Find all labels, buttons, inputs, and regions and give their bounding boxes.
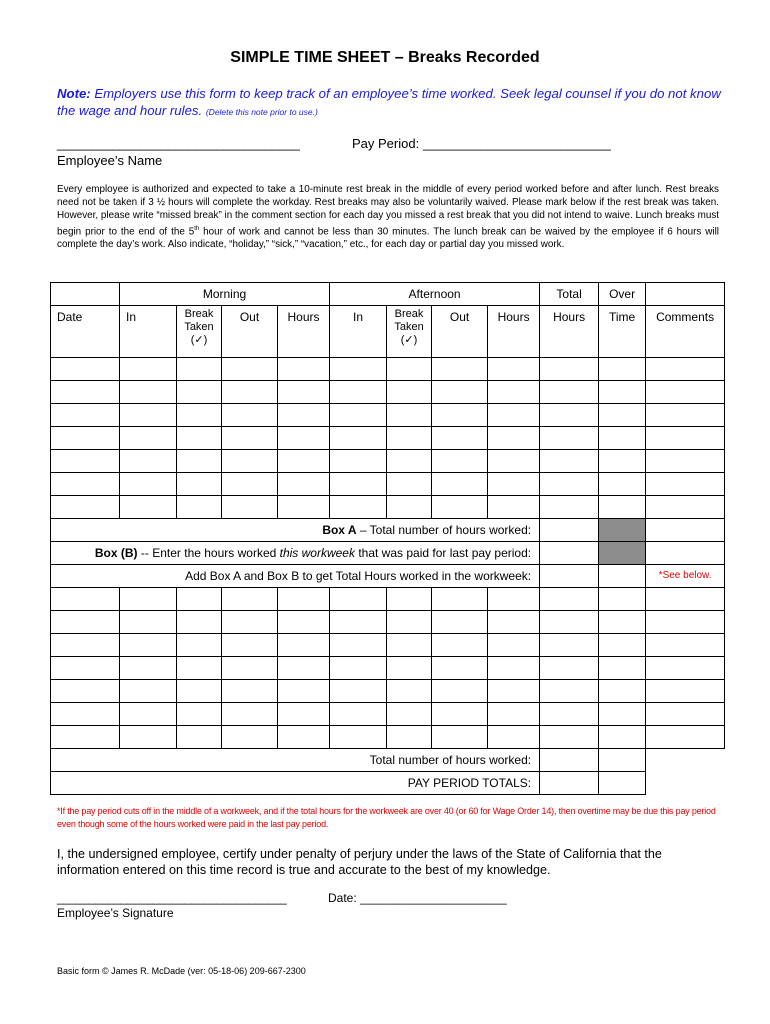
table-row bbox=[51, 496, 725, 519]
entry-cell[interactable] bbox=[330, 496, 387, 519]
entry-cell[interactable] bbox=[387, 473, 432, 496]
entry-cell[interactable] bbox=[540, 726, 599, 749]
entry-cell[interactable] bbox=[51, 680, 120, 703]
entry-cell[interactable] bbox=[278, 473, 330, 496]
entry-cell[interactable] bbox=[222, 381, 278, 404]
entry-cell[interactable] bbox=[599, 611, 646, 634]
entry-cell[interactable] bbox=[177, 611, 222, 634]
overtime-footnote: *If the pay period cuts off in the middle of a workweek, and if the total hours for the workweek are over 40 (or 60 for Wage Order 14), then overtime may be due this pay period even though some of the hours worked were paid in the last pay period. bbox=[57, 806, 716, 829]
entry-cell[interactable] bbox=[278, 588, 330, 611]
box-b-total-cell[interactable] bbox=[540, 542, 599, 565]
entry-cell[interactable] bbox=[488, 726, 540, 749]
entry-cell[interactable] bbox=[278, 680, 330, 703]
entry-cell[interactable] bbox=[330, 703, 387, 726]
week-2-rows bbox=[51, 588, 725, 749]
page-title: SIMPLE TIME SHEET – Breaks Recorded bbox=[230, 49, 540, 66]
entry-cell[interactable] bbox=[330, 588, 387, 611]
entry-cell[interactable] bbox=[222, 703, 278, 726]
entry-cell[interactable] bbox=[120, 381, 177, 404]
over-group-header: Over bbox=[599, 283, 646, 306]
certification-statement: I, the undersigned employee, certify under penalty of perjury under the laws of the State of California that the information entered on this time record is true and accurate to the best of my knowledge. bbox=[57, 847, 662, 877]
entry-cell[interactable] bbox=[432, 726, 488, 749]
entry-cell[interactable] bbox=[646, 496, 725, 519]
entry-cell[interactable] bbox=[540, 588, 599, 611]
instructions-sup: th bbox=[194, 225, 200, 232]
table-row bbox=[51, 427, 725, 450]
entry-cell[interactable] bbox=[120, 726, 177, 749]
total-group-header: Total bbox=[540, 283, 599, 306]
entry-cell[interactable] bbox=[330, 726, 387, 749]
entry-cell[interactable] bbox=[540, 496, 599, 519]
table-row bbox=[51, 634, 725, 657]
entry-cell[interactable] bbox=[540, 680, 599, 703]
entry-cell[interactable] bbox=[488, 427, 540, 450]
entry-cell[interactable] bbox=[222, 588, 278, 611]
col-morning-out: Out bbox=[222, 306, 278, 358]
entry-cell[interactable] bbox=[540, 450, 599, 473]
entry-cell[interactable] bbox=[387, 588, 432, 611]
entry-cell[interactable] bbox=[387, 611, 432, 634]
entry-cell[interactable] bbox=[599, 381, 646, 404]
total-hours-cell[interactable] bbox=[540, 749, 599, 772]
entry-cell[interactable] bbox=[330, 611, 387, 634]
entry-cell[interactable] bbox=[222, 450, 278, 473]
entry-cell[interactable] bbox=[488, 473, 540, 496]
note-label: Note: bbox=[57, 86, 91, 101]
col-afternoon-in: In bbox=[330, 306, 387, 358]
entry-cell[interactable] bbox=[51, 611, 120, 634]
morning-group-header: Morning bbox=[120, 283, 330, 306]
entry-cell[interactable] bbox=[387, 634, 432, 657]
entry-cell[interactable] bbox=[51, 588, 120, 611]
entry-cell[interactable] bbox=[278, 703, 330, 726]
entry-cell[interactable] bbox=[540, 657, 599, 680]
entry-cell[interactable] bbox=[330, 358, 387, 381]
entry-cell[interactable] bbox=[387, 657, 432, 680]
entry-cell[interactable] bbox=[646, 703, 725, 726]
entry-cell[interactable] bbox=[51, 703, 120, 726]
box-b-label: Box (B) -- Enter the hours worked this workweek that was paid for last pay period: bbox=[51, 542, 540, 565]
entry-cell[interactable] bbox=[278, 450, 330, 473]
table-row bbox=[51, 404, 725, 427]
entry-cell[interactable] bbox=[278, 358, 330, 381]
entry-cell[interactable] bbox=[222, 404, 278, 427]
entry-cell[interactable] bbox=[51, 657, 120, 680]
entry-cell[interactable] bbox=[387, 358, 432, 381]
entry-cell[interactable] bbox=[646, 634, 725, 657]
table-row bbox=[51, 358, 725, 381]
break-instructions bbox=[57, 183, 719, 251]
entry-cell[interactable] bbox=[222, 427, 278, 450]
entry-cell[interactable] bbox=[599, 358, 646, 381]
entry-cell[interactable] bbox=[387, 496, 432, 519]
entry-cell[interactable] bbox=[488, 703, 540, 726]
pay-period-total-cell[interactable] bbox=[540, 772, 599, 795]
entry-cell[interactable] bbox=[177, 358, 222, 381]
entry-cell[interactable] bbox=[222, 496, 278, 519]
entry-cell[interactable] bbox=[540, 404, 599, 427]
entry-cell[interactable] bbox=[488, 680, 540, 703]
pay-period-over-cell[interactable] bbox=[599, 772, 646, 795]
entry-cell[interactable] bbox=[120, 634, 177, 657]
entry-cell[interactable] bbox=[488, 588, 540, 611]
entry-cell[interactable] bbox=[646, 726, 725, 749]
entry-cell[interactable] bbox=[387, 381, 432, 404]
entry-cell[interactable] bbox=[599, 473, 646, 496]
entry-cell[interactable] bbox=[432, 680, 488, 703]
entry-cell[interactable] bbox=[278, 496, 330, 519]
entry-cell[interactable] bbox=[120, 450, 177, 473]
entry-cell[interactable] bbox=[432, 404, 488, 427]
box-a-shaded-cell bbox=[599, 519, 646, 542]
entry-cell[interactable] bbox=[51, 358, 120, 381]
entry-cell[interactable] bbox=[330, 450, 387, 473]
table-row bbox=[51, 657, 725, 680]
entry-cell[interactable] bbox=[488, 404, 540, 427]
table-row bbox=[51, 611, 725, 634]
entry-cell[interactable] bbox=[432, 496, 488, 519]
entry-cell[interactable] bbox=[177, 381, 222, 404]
entry-cell[interactable] bbox=[278, 427, 330, 450]
entry-cell[interactable] bbox=[488, 358, 540, 381]
afternoon-group-header: Afternoon bbox=[330, 283, 540, 306]
entry-cell[interactable] bbox=[330, 634, 387, 657]
header-row-groups bbox=[51, 283, 725, 306]
employee-name-field[interactable]: ___________________________________ bbox=[57, 136, 300, 151]
date-field[interactable]: Date: ______________________ bbox=[328, 891, 507, 905]
entry-cell[interactable] bbox=[120, 657, 177, 680]
entry-cell[interactable] bbox=[599, 404, 646, 427]
entry-cell[interactable] bbox=[51, 634, 120, 657]
entry-cell[interactable] bbox=[599, 588, 646, 611]
pay-period-field[interactable]: Pay Period: __________________________ bbox=[352, 136, 611, 151]
col-over-time: Time bbox=[599, 306, 646, 358]
entry-cell[interactable] bbox=[599, 634, 646, 657]
entry-cell[interactable] bbox=[387, 680, 432, 703]
entry-cell[interactable] bbox=[222, 726, 278, 749]
header-row-columns bbox=[51, 306, 725, 358]
entry-cell[interactable] bbox=[177, 450, 222, 473]
box-a-total-cell[interactable] bbox=[540, 519, 599, 542]
entry-cell[interactable] bbox=[646, 611, 725, 634]
entry-cell[interactable] bbox=[177, 703, 222, 726]
col-afternoon-break: Break Taken (✓) bbox=[387, 306, 432, 358]
signature-field[interactable]: ____________________________________ bbox=[57, 891, 287, 905]
entry-cell[interactable] bbox=[540, 427, 599, 450]
entry-cell[interactable] bbox=[51, 450, 120, 473]
entry-cell[interactable] bbox=[51, 427, 120, 450]
entry-cell[interactable] bbox=[120, 680, 177, 703]
entry-cell[interactable] bbox=[278, 404, 330, 427]
entry-cell[interactable] bbox=[120, 358, 177, 381]
usage-note bbox=[57, 85, 737, 121]
entry-cell[interactable] bbox=[177, 726, 222, 749]
entry-cell[interactable] bbox=[222, 680, 278, 703]
entry-cell[interactable] bbox=[646, 427, 725, 450]
entry-cell[interactable] bbox=[330, 427, 387, 450]
entry-cell[interactable] bbox=[222, 611, 278, 634]
week-1-rows bbox=[51, 358, 725, 519]
entry-cell[interactable] bbox=[646, 381, 725, 404]
entry-cell[interactable] bbox=[51, 726, 120, 749]
entry-cell[interactable] bbox=[432, 634, 488, 657]
add-boxes-over-cell[interactable] bbox=[599, 565, 646, 588]
entry-cell[interactable] bbox=[222, 657, 278, 680]
entry-cell[interactable] bbox=[177, 634, 222, 657]
entry-cell[interactable] bbox=[120, 703, 177, 726]
col-date: Date bbox=[51, 306, 120, 358]
entry-cell[interactable] bbox=[488, 657, 540, 680]
entry-cell[interactable] bbox=[387, 450, 432, 473]
entry-cell[interactable] bbox=[599, 450, 646, 473]
table-row bbox=[51, 703, 725, 726]
entry-cell[interactable] bbox=[646, 404, 725, 427]
entry-cell[interactable] bbox=[540, 358, 599, 381]
entry-cell[interactable] bbox=[330, 680, 387, 703]
entry-cell[interactable] bbox=[177, 427, 222, 450]
table-row bbox=[51, 473, 725, 496]
note-delete-hint: (Delete this note prior to use.) bbox=[205, 107, 318, 117]
entry-cell[interactable] bbox=[540, 473, 599, 496]
see-below-note: *See below. bbox=[646, 565, 725, 588]
table-row bbox=[51, 381, 725, 404]
entry-cell[interactable] bbox=[120, 427, 177, 450]
entry-cell[interactable] bbox=[177, 473, 222, 496]
entry-cell[interactable] bbox=[387, 726, 432, 749]
entry-cell[interactable] bbox=[432, 611, 488, 634]
table-row bbox=[51, 588, 725, 611]
add-boxes-total-cell[interactable] bbox=[540, 565, 599, 588]
col-total-hours: Hours bbox=[540, 306, 599, 358]
col-morning-in: In bbox=[120, 306, 177, 358]
entry-cell[interactable] bbox=[432, 588, 488, 611]
entry-cell[interactable] bbox=[51, 496, 120, 519]
entry-cell[interactable] bbox=[432, 381, 488, 404]
table-row bbox=[51, 680, 725, 703]
entry-cell[interactable] bbox=[646, 358, 725, 381]
entry-cell[interactable] bbox=[540, 703, 599, 726]
entry-cell[interactable] bbox=[646, 680, 725, 703]
entry-cell[interactable] bbox=[330, 473, 387, 496]
entry-cell[interactable] bbox=[330, 404, 387, 427]
entry-cell[interactable] bbox=[599, 496, 646, 519]
entry-cell[interactable] bbox=[599, 657, 646, 680]
entry-cell[interactable] bbox=[646, 473, 725, 496]
entry-cell[interactable] bbox=[540, 611, 599, 634]
add-boxes-row bbox=[51, 565, 725, 588]
entry-cell[interactable] bbox=[177, 657, 222, 680]
entry-cell[interactable] bbox=[120, 404, 177, 427]
entry-cell[interactable] bbox=[646, 450, 725, 473]
entry-cell[interactable] bbox=[330, 657, 387, 680]
entry-cell[interactable] bbox=[51, 381, 120, 404]
total-over-cell[interactable] bbox=[599, 749, 646, 772]
total-hours-label: Total number of hours worked: bbox=[51, 749, 540, 772]
entry-cell[interactable] bbox=[120, 496, 177, 519]
entry-cell[interactable] bbox=[432, 703, 488, 726]
entry-cell[interactable] bbox=[278, 611, 330, 634]
note-text: Employers use this form to keep track of an employee’s time worked. Seek legal counsel if you do not know the wage and hour rules. bbox=[57, 86, 721, 118]
entry-cell[interactable] bbox=[432, 657, 488, 680]
entry-cell[interactable] bbox=[330, 381, 387, 404]
entry-cell[interactable] bbox=[278, 657, 330, 680]
entry-cell[interactable] bbox=[599, 726, 646, 749]
entry-cell[interactable] bbox=[120, 611, 177, 634]
entry-cell[interactable] bbox=[540, 381, 599, 404]
col-afternoon-hours: Hours bbox=[488, 306, 540, 358]
entry-cell[interactable] bbox=[432, 450, 488, 473]
entry-cell[interactable] bbox=[488, 634, 540, 657]
entry-cell[interactable] bbox=[387, 404, 432, 427]
box-a-row bbox=[51, 519, 725, 542]
box-b-row bbox=[51, 542, 725, 565]
entry-cell[interactable] bbox=[222, 634, 278, 657]
entry-cell[interactable] bbox=[222, 358, 278, 381]
entry-cell[interactable] bbox=[278, 634, 330, 657]
entry-cell[interactable] bbox=[599, 703, 646, 726]
entry-cell[interactable] bbox=[278, 726, 330, 749]
entry-cell[interactable] bbox=[540, 634, 599, 657]
entry-cell[interactable] bbox=[177, 588, 222, 611]
entry-cell[interactable] bbox=[488, 381, 540, 404]
entry-cell[interactable] bbox=[432, 427, 488, 450]
entry-cell[interactable] bbox=[646, 588, 725, 611]
entry-cell[interactable] bbox=[177, 496, 222, 519]
entry-cell[interactable] bbox=[432, 473, 488, 496]
entry-cell[interactable] bbox=[488, 496, 540, 519]
entry-cell[interactable] bbox=[488, 450, 540, 473]
total-hours-row bbox=[51, 749, 725, 772]
instructions-part1: Every employee is authorized and expected to take a 10-minute rest break in the middle of every period worked before and after lunch. Rest breaks need not be taken if 3 ½ hours will complete the workday. Rest breaks may also be voluntarily waived. Please mark below if the rest break was taken. However, please write “missed break” in the comment section for each day you missed a rest break that you did not intend to waive. Lunch breaks must begin prior to the end of the 5 bbox=[57, 184, 719, 237]
entry-cell[interactable] bbox=[599, 427, 646, 450]
entry-cell[interactable] bbox=[120, 473, 177, 496]
form-footer: Basic form © James R. McDade (ver: 05-18-06) 209-667-2300 bbox=[57, 966, 306, 976]
entry-cell[interactable] bbox=[278, 381, 330, 404]
instructions-part2: hour of work and cannot be less than 30 minutes. The lunch break can be waived by the employee if 6 hours will complete the day’s work. Also indicate, “holiday,” “sick,” “vacation,” etc., for each day or partial day you missed work. bbox=[57, 225, 719, 251]
entry-cell[interactable] bbox=[488, 611, 540, 634]
col-afternoon-out: Out bbox=[432, 306, 488, 358]
entry-cell[interactable] bbox=[222, 473, 278, 496]
pay-period-totals-label: PAY PERIOD TOTALS: bbox=[51, 772, 540, 795]
table-row bbox=[51, 726, 725, 749]
employee-name-label: Employee’s Name bbox=[57, 153, 163, 168]
entry-cell[interactable] bbox=[387, 427, 432, 450]
entry-cell[interactable] bbox=[432, 358, 488, 381]
entry-cell[interactable] bbox=[177, 680, 222, 703]
col-morning-break: Break Taken (✓) bbox=[177, 306, 222, 358]
box-a-label: Box A – Total number of hours worked: bbox=[51, 519, 540, 542]
col-comments: Comments bbox=[646, 306, 725, 358]
entry-cell[interactable] bbox=[646, 657, 725, 680]
table-row bbox=[51, 450, 725, 473]
pay-period-totals-row bbox=[51, 772, 725, 795]
entry-cell[interactable] bbox=[51, 404, 120, 427]
entry-cell[interactable] bbox=[177, 404, 222, 427]
col-morning-hours: Hours bbox=[278, 306, 330, 358]
entry-cell[interactable] bbox=[599, 680, 646, 703]
signature-label: Employee’s Signature bbox=[57, 906, 174, 920]
entry-cell[interactable] bbox=[51, 473, 120, 496]
entry-cell[interactable] bbox=[387, 703, 432, 726]
box-a-comment-cell[interactable] bbox=[646, 519, 725, 542]
time-sheet-table bbox=[50, 282, 725, 795]
box-b-comment-cell[interactable] bbox=[646, 542, 725, 565]
add-boxes-label: Add Box A and Box B to get Total Hours worked in the workweek: bbox=[51, 565, 540, 588]
box-b-shaded-cell bbox=[599, 542, 646, 565]
entry-cell[interactable] bbox=[120, 588, 177, 611]
